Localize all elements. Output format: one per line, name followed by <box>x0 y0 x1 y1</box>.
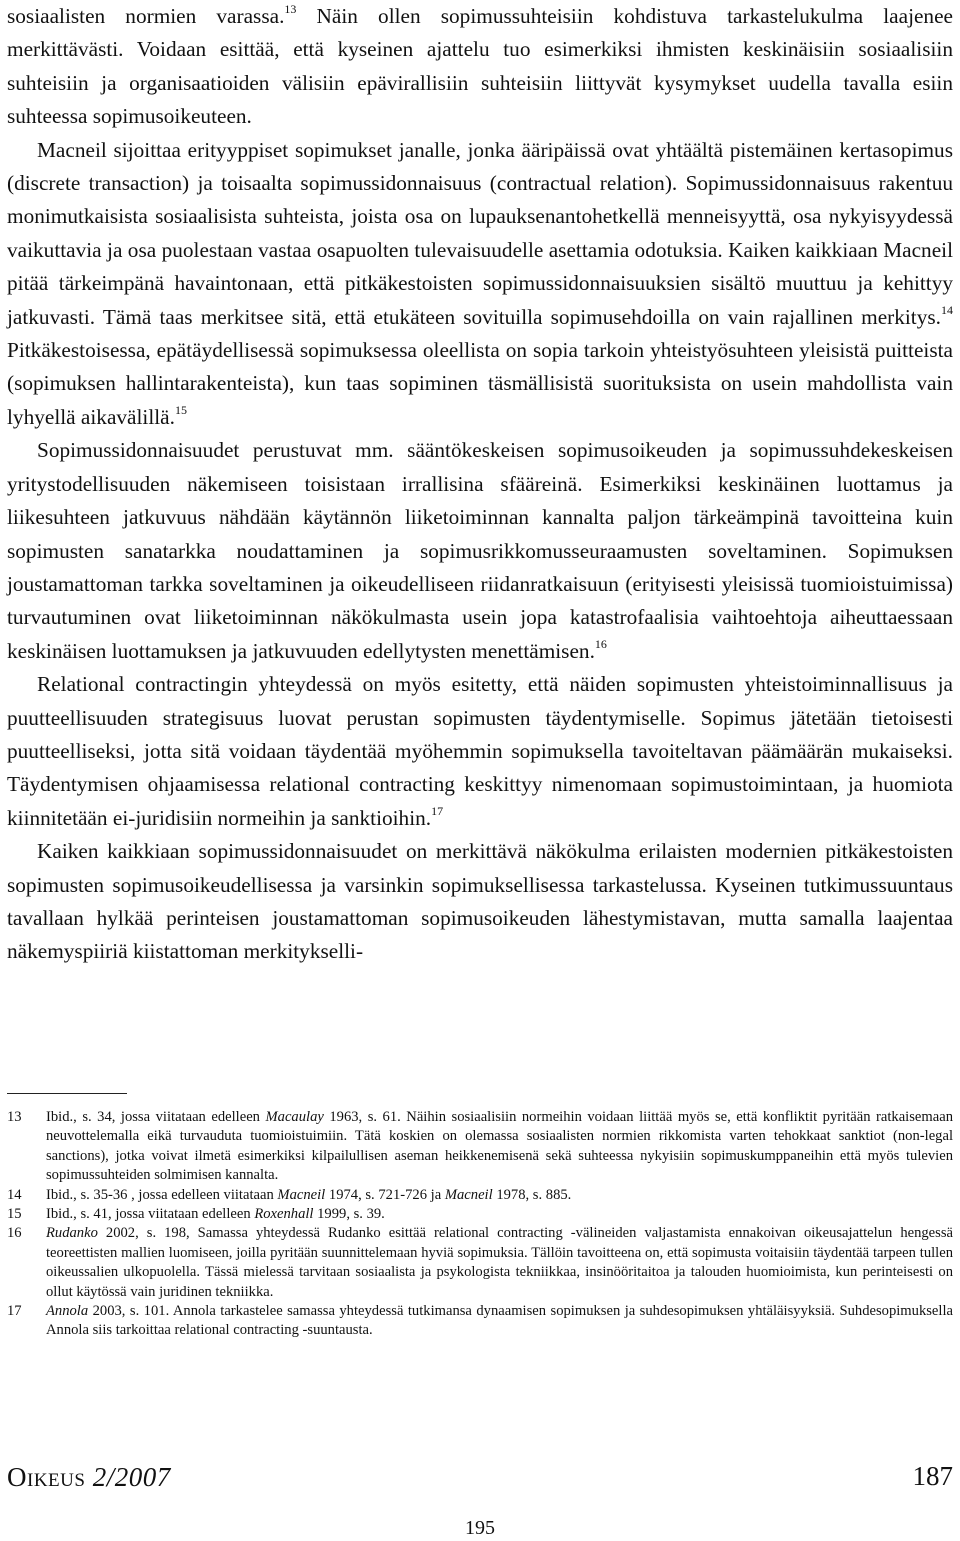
journal-page-number: 187 <box>912 1461 953 1491</box>
paragraph-text: sosiaalisten normien varassa. <box>7 4 285 28</box>
footnote-text <box>46 1224 953 1302</box>
paragraph-text: Kaiken kaikkiaan sopimussidonnaisuudet on merkittävä näkökulma erilaisten modernien pitkäkestoisten sopimusten sopimusoikeudellisessa ja varsinkin sopimuksellisessa tarkastelussa. Kyseinen tutkimussuuntaus tavallaan hylkää perinteisen joustamattoman sopimusoikeuden lähestymistavan, mutta samalla laajentaa näkemyspiiriä kiistattoman merkitykselli- <box>7 839 953 964</box>
footnote-14 <box>7 1186 953 1205</box>
body-text <box>7 0 953 969</box>
footnote-text <box>46 1205 953 1224</box>
footnote-text-part: 2003, s. 101. Annola tarkastelee samassa yhteydessä tutkimansa dynaamisen sopimuksen ja suhdesopimuksen yhtäläisyyksiä. Suhdesopimuksella Annola siis tarkoittaa relational contracting -suuntausta. <box>46 1303 953 1339</box>
footnote-17 <box>7 1302 953 1341</box>
cited-author: Macaulay <box>265 1109 324 1125</box>
journal-title <box>7 1462 171 1493</box>
footnote-ref-17[interactable]: 17 <box>431 803 444 818</box>
footnote-number: 15 <box>7 1206 22 1223</box>
paragraph-text: Näin ollen sopimussuhteisiin kohdistuva tarkastelukulma laajenee merkittävästi. Voidaan esittää, että kyseinen ajattelu tuo esimerkiksi ihmisten keskinäisiin sosiaalisiin suhteisiin ja organisaatioiden välisiin epävirallisiin suhteisiin liittyvät kysymykset uudella tavalla esiin suhteessa sopimusoikeuteen. <box>7 4 953 129</box>
journal-issue: 2/2007 <box>92 1462 171 1492</box>
footnote-ref-16[interactable]: 16 <box>594 636 607 651</box>
footnote-text-part: 2002, s. 198, Samassa yhteydessä Rudanko esittää relational contracting -välineiden valjastamista ennakoivan oikeusajattelun hengessä teoreettisten mallien luomiseen, joilla pyritään suunnittelemaan hyviä sopimuksia. Tällöin tavoitteena on, että sopimusta voitaisiin täydentää tarpeen tullen oikeussalien ulkopuolella. Tässä mielessä tarvitaan sosiaalista ja psykologista tekniikkaa, insinööritaitoa ja talouden huomioimista, kun perinteisesti on ollut käytössä vain juridinen tekniikka. <box>46 1225 953 1300</box>
footnote-number: 13 <box>7 1109 22 1125</box>
footnote-divider <box>7 1093 127 1094</box>
article-page <box>7 0 953 969</box>
paragraph-text: Relational contractingin yhteydessä on myös esitetty, että näiden sopimusten yhteistoiminnallisuus ja puutteellisuuden strategisuus luovat perustan sopimusten täydentymiselle. Sopimus jätetään tietoisesti puutteelliseksi, jotta sitä voidaan täydentää myöhemmin sopimuksella tavoiteltavan päämäärän mukaiseksi. Täydentymisen ohjaamisessa relational contracting keskittyy nimenomaan sopimustoimintaan, ja huomiota kiinnitetään ei-juridisiin normeihin ja sanktioihin. <box>7 672 953 830</box>
paragraph-text: Pitkäkestoisessa, epätäydellisessä sopimuksessa oleellista on sopia tarkoin yhteistyösuhteen yleisistä puitteista (sopimuksen hallintarakenteista), kun taas sopiminen täsmällisistä suorituksista on usein mahdollista vain lyhyellä aikavälillä. <box>7 338 953 429</box>
page-number: 195 <box>465 1517 495 1539</box>
paragraph-4 <box>7 668 953 835</box>
cited-author: Annola <box>46 1303 89 1320</box>
footnote-text-part: 1974, s. 721-726 ja <box>325 1186 445 1203</box>
cited-author: Macneil <box>277 1186 326 1203</box>
footnote-ref-13[interactable]: 13 <box>284 1 297 16</box>
journal-name: Oikeus <box>7 1462 86 1492</box>
paragraph-3 <box>7 434 953 668</box>
footnote-number: 14 <box>7 1186 22 1203</box>
paragraph-text: Sopimussidonnaisuudet perustuvat mm. sääntökeskeisen sopimusoikeuden ja sopimussuhdekeskeisen yritystodellisuuden näkemiseen toisistaan irrallisina sfääreinä. Esimerkiksi keskinäinen luottamus ja liikesuhteen jatkuvuus nähdään käytännön liiketoiminnan kannalta paljon tärkeämpinä tavoitteina kuin sopimusten sanatarkka noudattaminen ja sopimusrikkomusseuraamusten soveltaminen. Sopimuksen joustamattoman tarkka soveltaminen ja oikeudelliseen riidanratkaisuun (erityisesti yleisissä tuomioistuimissa) turvautuminen ovat liiketoiminnan näkökulmasta usein jopa katastrofaalisia vaihtoehtoja aiheuttaessaan keskinäisen luottamuksen ja jatkuvuuden edellytysten menettämisen. <box>7 438 953 663</box>
footnote-ref-15[interactable]: 15 <box>174 402 187 417</box>
paragraph-1 <box>7 0 953 134</box>
footnote-ref-14[interactable]: 14 <box>941 302 953 317</box>
cited-author: Macneil <box>444 1186 493 1203</box>
footnote-text-part: Ibid., s. 41, jossa viitataan edelleen <box>46 1206 255 1223</box>
footnote-text <box>46 1108 953 1186</box>
paragraph-text: Macneil sijoittaa erityyppiset sopimukset janalle, jonka ääripäissä ovat yhtäältä pistemäinen kertasopimus (discrete transaction) ja toisaalta sopimussidonnaisuus (contractual relation). Sopimussidonnaisuus rakentuu monimutkaisista sosiaalisista suhteista, joista osa on lupauksenantohetkellä menneisyyttä, osa nykyisyydessä vaikuttavia ja osa puolestaan vastaa osapuolten tulevaisuudelle asettamia odotuksia. Kaiken kaikkiaan Macneil pitää tärkeimpänä havaintonaan, että pitkäkestoisten sopimussidonnaisuuksien sisältö muuttuu ja kehittyy jatkuvasti. Tämä taas merkitsee sitä, että etukäteen sovituilla sopimusehdoilla on vain rajallinen merkitys. <box>7 137 953 329</box>
footnote-text-part: 1978, s. 885. <box>492 1186 572 1203</box>
footnote-number: 16 <box>7 1225 22 1242</box>
footnote-16 <box>7 1224 953 1302</box>
paragraph-2 <box>7 134 953 435</box>
footnote-13 <box>7 1108 953 1186</box>
footnote-15 <box>7 1205 953 1224</box>
cited-author: Roxenhall <box>254 1206 314 1223</box>
footnote-text <box>46 1302 953 1341</box>
footnote-text-part: Ibid., s. 34, jossa viitataan edelleen <box>46 1109 266 1125</box>
footnote-number: 17 <box>7 1303 22 1320</box>
footnote-text-part: 1963, s. 61. Näihin sosiaalisiin normeihin voidaan liittää myös se, että konfliktit pyritään ratkaisemaan neuvottelemalla eikä turvauduta tuomioistuimiin. Tätä koskien on olemassa sosiaalisten normien rikkomista varten tehokkaat sanktiot (non-legal sanctions), jotka voivat ilmetä esimerkiksi kilpailullisen aseman heikkenemisenä sekä suhteessa nykyisiin sopimuskumppaneihin että myös tulevien sopimussuhteiden solmimisen kannalta. <box>46 1109 953 1184</box>
paragraph-5 <box>7 835 953 969</box>
footnote-text <box>46 1186 953 1205</box>
footnote-text-part: Ibid., s. 35-36 , jossa edelleen viitataan <box>46 1186 278 1203</box>
cited-author: Rudanko <box>46 1225 98 1242</box>
footnotes <box>7 1108 953 1341</box>
footnote-text-part: 1999, s. 39. <box>313 1206 385 1223</box>
